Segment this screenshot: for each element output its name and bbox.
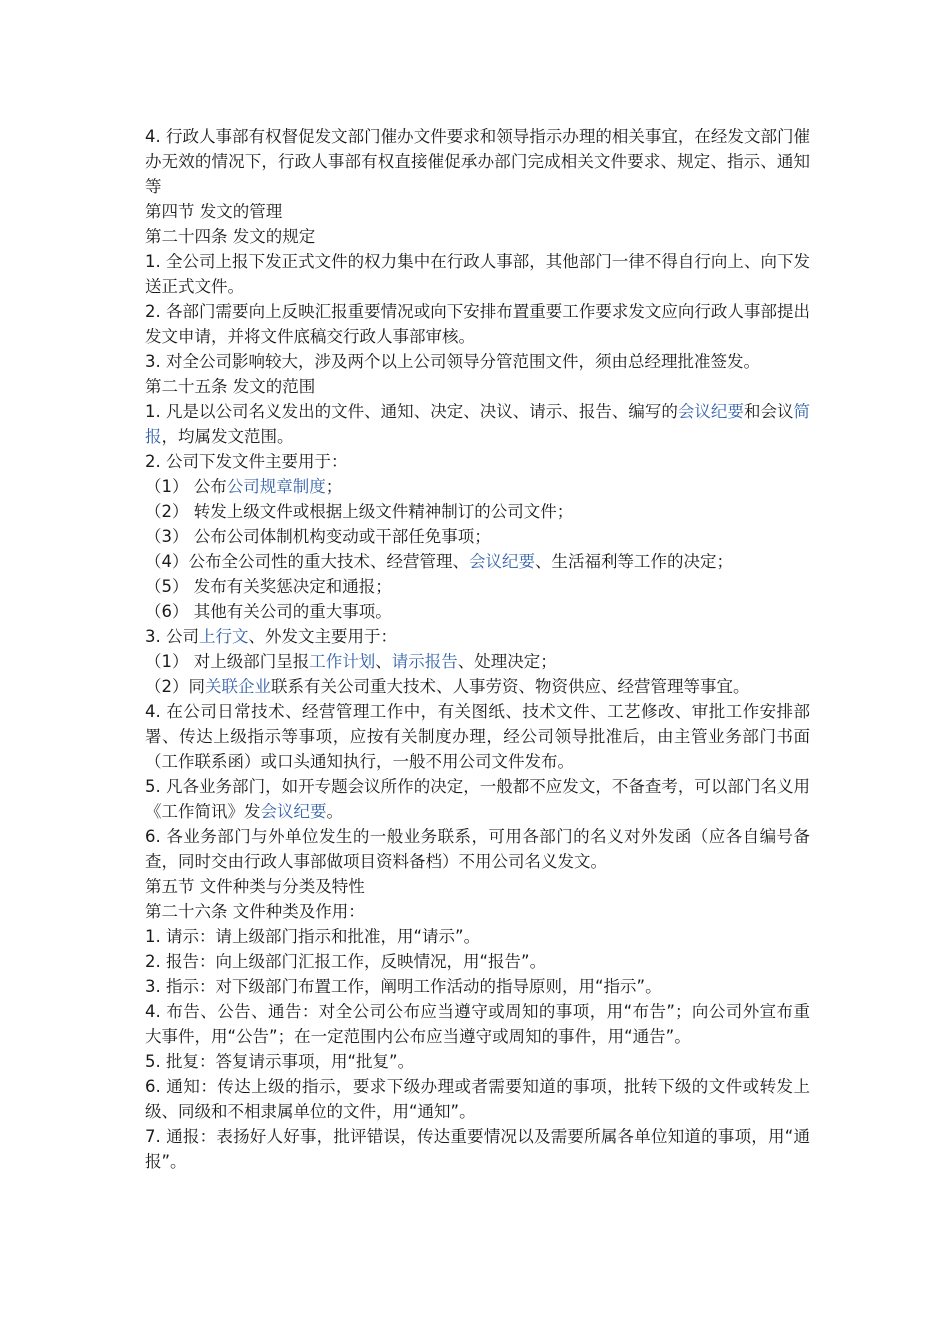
text-run: 第四节 发文的管理 (145, 202, 283, 221)
paragraph (145, 824, 810, 874)
text-run: ； (325, 477, 343, 496)
inline-link[interactable]: 简报 (145, 402, 811, 446)
text-run: （5） 发布有关奖惩决定和通报； (145, 577, 392, 596)
paragraph (145, 399, 810, 449)
inline-link[interactable]: 会议纪要 (677, 402, 744, 421)
paragraph (145, 899, 810, 924)
inline-link[interactable]: 请示报告 (391, 652, 458, 671)
paragraph (145, 549, 810, 574)
text-run: 第五节 文件种类与分类及特性 (145, 877, 365, 896)
text-run: 和会议 (743, 402, 794, 421)
paragraph (145, 349, 810, 374)
inline-link[interactable]: 关联企业 (205, 677, 271, 696)
paragraph (145, 674, 810, 699)
paragraph (145, 249, 810, 299)
paragraph (145, 649, 810, 674)
paragraph (145, 299, 810, 349)
inline-link[interactable]: 工作计划 (309, 652, 376, 671)
paragraph (145, 999, 810, 1049)
text-run: （6） 其他有关公司的重大事项。 (145, 602, 392, 621)
text-run: 2. 报告：向上级部门汇报工作，反映情况，用“报告”。 (145, 952, 547, 971)
text-run: 、 (375, 652, 392, 671)
paragraph (145, 524, 810, 549)
text-run: 1. 全公司上报下发正式文件的权力集中在行政人事部，其他部门一律不得自行向上、向下发送正式文件。 (145, 252, 810, 296)
text-run: （2） 转发上级文件或根据上级文件精神制订的公司文件； (145, 502, 574, 521)
text-run: 2. 各部门需要向上反映汇报重要情况或向下安排布置重要工作要求发文应向行政人事部提出发文申请，并将文件底稿交行政人事部审核。 (145, 302, 810, 346)
document-body (145, 124, 810, 1174)
text-run: 6. 各业务部门与外单位发生的一般业务联系，可用各部门的名义对外发函（应各自编号备查，同时交由行政人事部做项目资料备档）不用公司名义发文。 (145, 827, 810, 871)
paragraph (145, 449, 810, 474)
text-run: 3. 指示：对下级部门布置工作，阐明工作活动的指导原则，用“指示”。 (145, 977, 662, 996)
paragraph (145, 574, 810, 599)
text-run: 5. 凡各业务部门，如开专题会议所作的决定，一般都不应发文，不备查考，可以部门名义用《工作简讯》发 (145, 777, 810, 821)
text-run: （1） 对上级部门呈报 (145, 652, 310, 671)
text-run: （3） 公布公司体制机构变动或干部任免事项； (145, 527, 491, 546)
text-run: （1） 公布 (145, 477, 227, 496)
text-run: 4. 在公司日常技术、经营管理工作中，有关图纸、技术文件、工艺修改、审批工作安排部署、传达上级指示等事项，应按有关制度办理，经公司领导批准后，由主管业务部门书面（工作联系函）或口头通知执行，一般不用公司文件发布。 (145, 702, 810, 771)
text-run: 第二十四条 发文的规定 (145, 227, 316, 246)
paragraph (145, 624, 810, 649)
text-run: 。 (326, 802, 343, 821)
paragraph (145, 374, 810, 399)
paragraph (145, 974, 810, 999)
text-run: 第二十五条 发文的范围 (145, 377, 316, 396)
paragraph (145, 199, 810, 224)
text-run: 1. 凡是以公司名义发出的文件、通知、决定、决议、请示、报告、编写的 (145, 402, 678, 421)
text-run: 4. 行政人事部有权督促发文部门催办文件要求和领导指示办理的相关事宜，在经发文部门催办无效的情况下，行政人事部有权直接催促承办部门完成相关文件要求、规定、指示、通知等 (145, 127, 810, 196)
paragraph (145, 699, 810, 774)
text-run: 联系有关公司重大技术、人事劳资、物资供应、经营管理等事宜。 (271, 677, 750, 696)
paragraph (145, 1124, 810, 1174)
paragraph (145, 599, 810, 624)
inline-link[interactable]: 上行文 (199, 627, 249, 646)
inline-link[interactable]: 会议纪要 (260, 802, 327, 821)
paragraph (145, 499, 810, 524)
paragraph (145, 949, 810, 974)
paragraph (145, 924, 810, 949)
paragraph (145, 1049, 810, 1074)
paragraph (145, 1074, 810, 1124)
paragraph (145, 124, 810, 199)
paragraph (145, 474, 810, 499)
text-run: 第二十六条 文件种类及作用： (145, 902, 365, 921)
paragraph (145, 874, 810, 899)
text-run: （2）同 (145, 677, 205, 696)
text-run: 2. 公司下发文件主要用于： (145, 452, 348, 471)
text-run: ，均属发文范围。 (161, 427, 294, 446)
text-run: 5. 批复：答复请示事项，用“批复”。 (145, 1052, 415, 1071)
text-run: 3. 公司 (145, 627, 199, 646)
text-run: 3. 对全公司影响较大，涉及两个以上公司领导分管范围文件，须由总经理批准签发。 (145, 352, 760, 371)
paragraph (145, 774, 810, 824)
text-run: （4）公布全公司性的重大技术、经营管理、 (145, 552, 469, 571)
text-run: 7. 通报：表扬好人好事，批评错误，传达重要情况以及需要所属各单位知道的事项，用“通报”。 (145, 1127, 810, 1171)
text-run: 、生活福利等工作的决定； (535, 552, 733, 571)
inline-link[interactable]: 会议纪要 (469, 552, 535, 571)
inline-link[interactable]: 公司规章制度 (226, 477, 326, 496)
text-run: 、外发文主要用于： (248, 627, 397, 646)
paragraph (145, 224, 810, 249)
text-run: 6. 通知：传达上级的指示，要求下级办理或者需要知道的事项，批转下级的文件或转发上级、同级和不相隶属单位的文件，用“通知”。 (145, 1077, 810, 1121)
text-run: 、处理决定； (457, 652, 557, 671)
text-run: 4. 布告、公告、通告：对全公司公布应当遵守或周知的事项，用“布告”；向公司外宣布重大事件，用“公告”；在一定范围内公布应当遵守或周知的事件，用“通告”。 (145, 1002, 810, 1046)
text-run: 1. 请示：请上级部门指示和批准，用“请示”。 (145, 927, 481, 946)
